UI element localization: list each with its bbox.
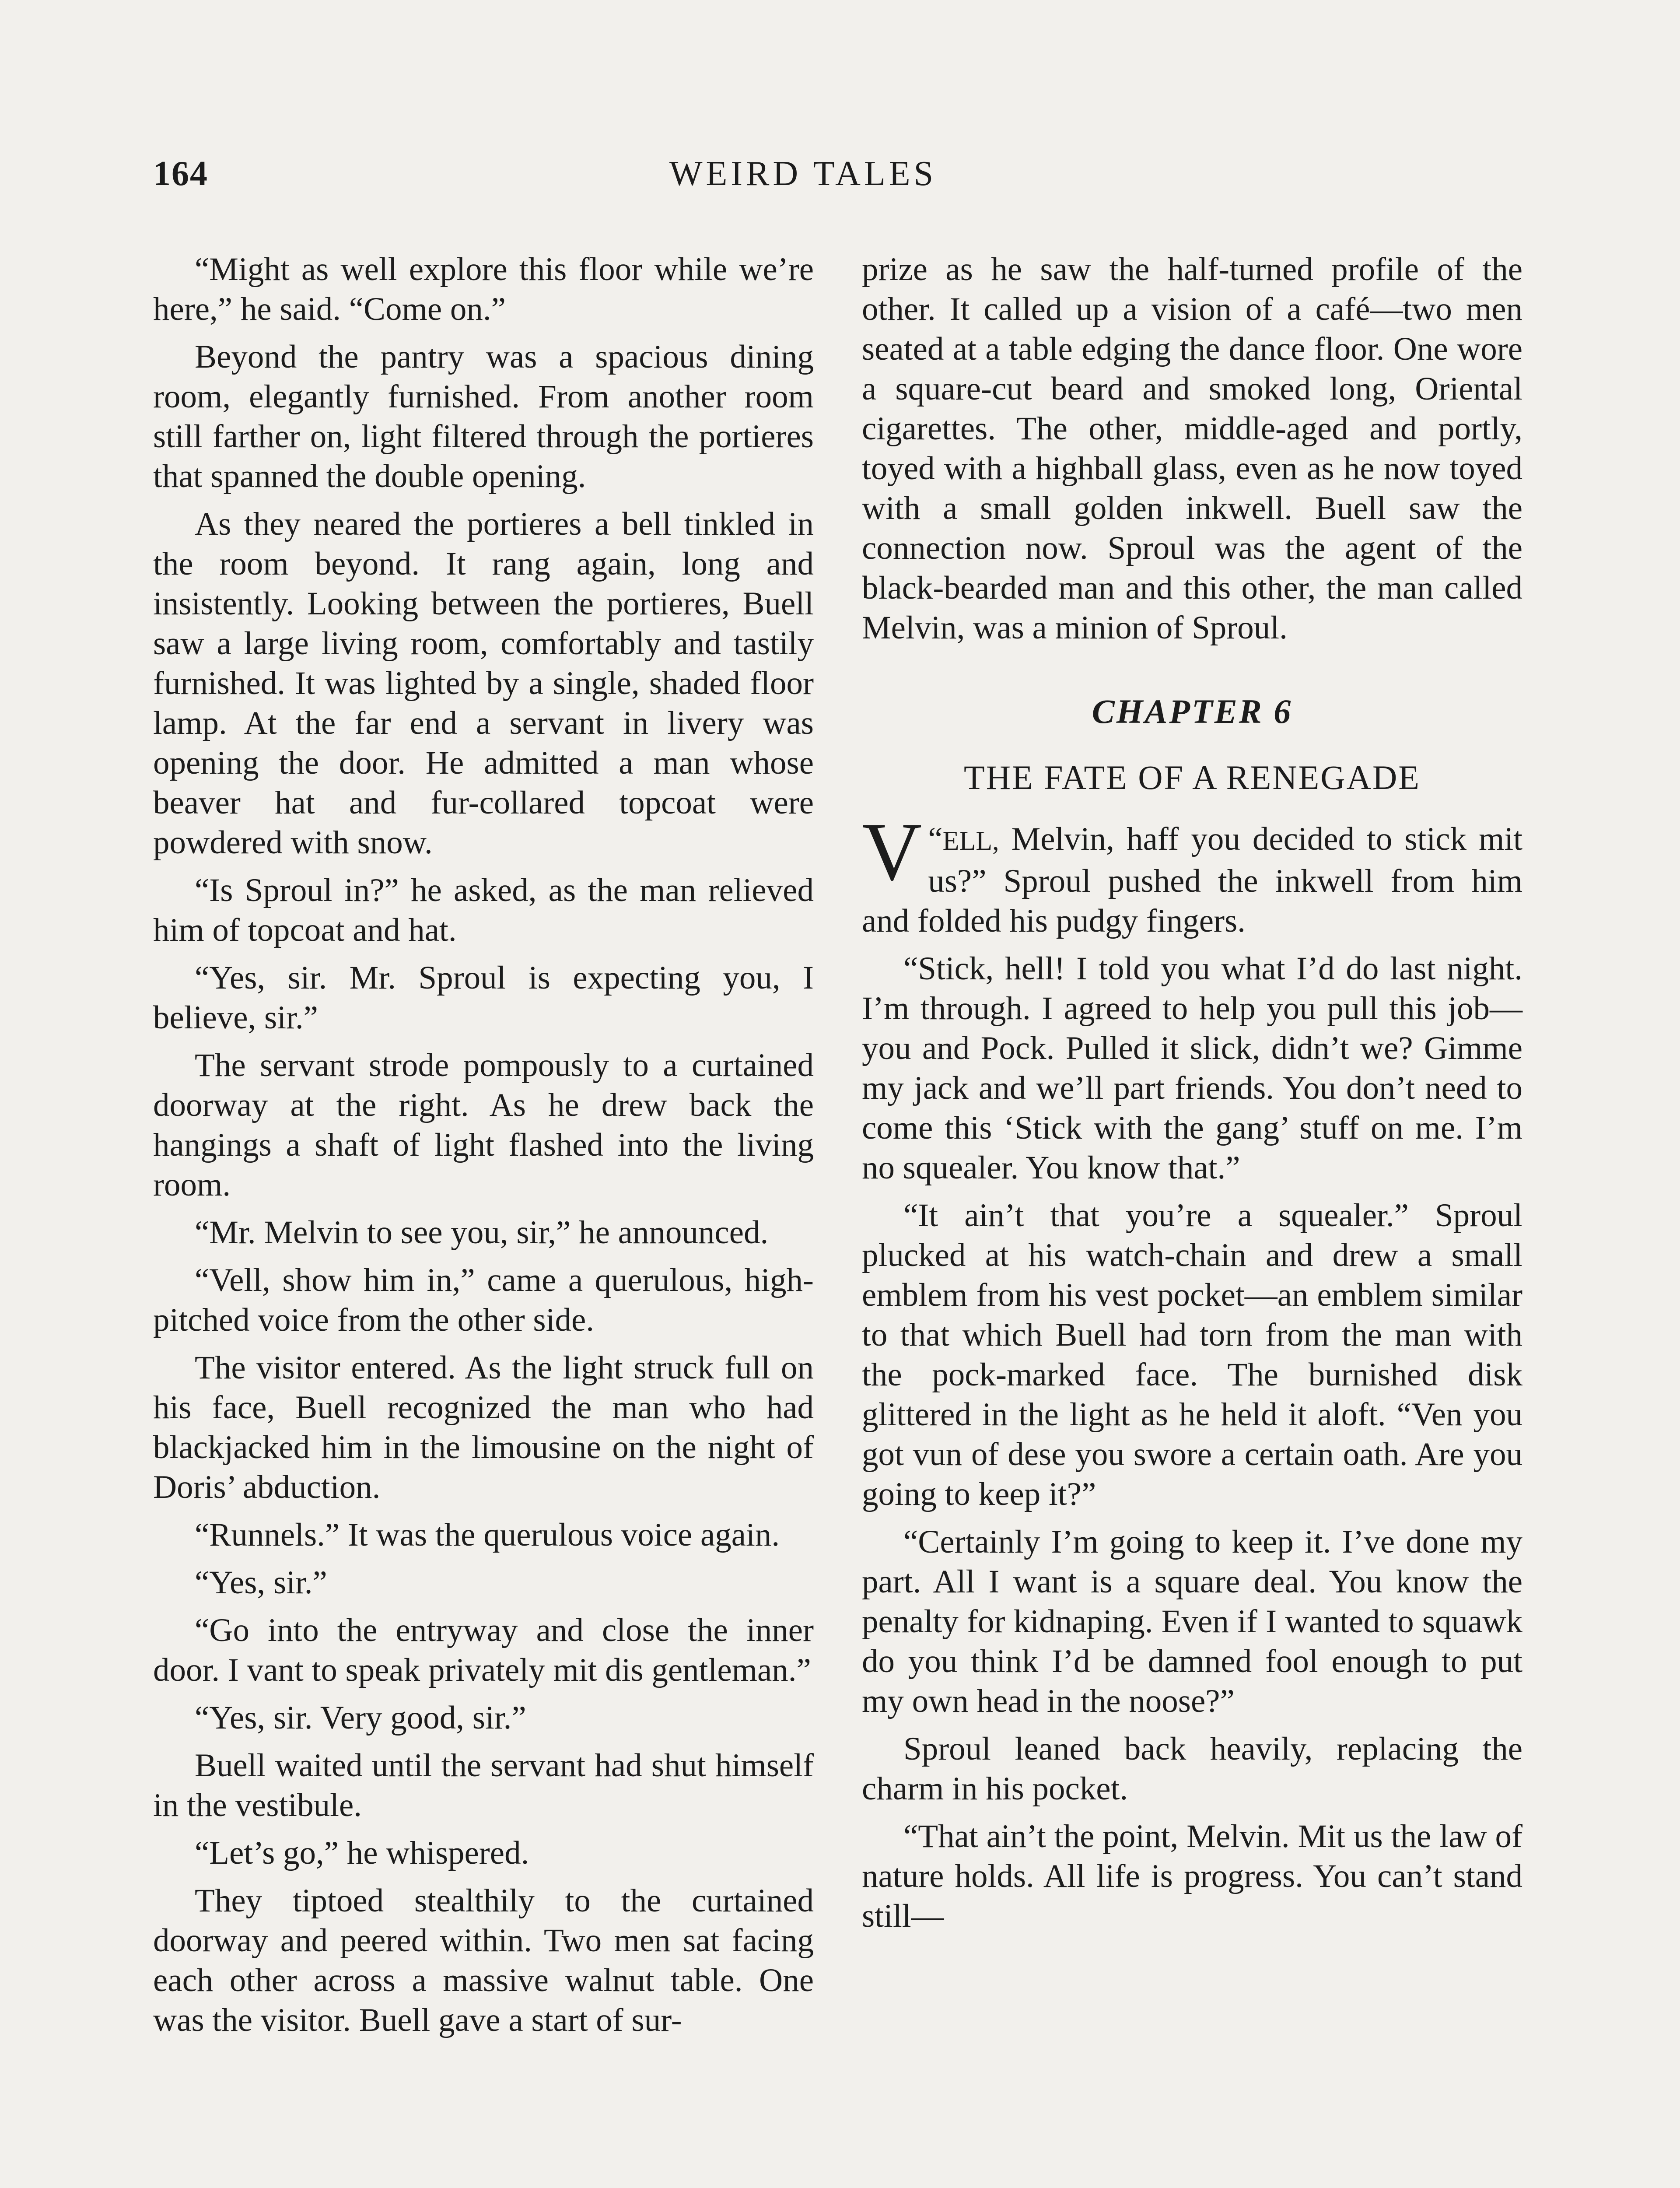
smallcaps-word: ELL, <box>942 826 999 856</box>
paragraph: “Might as well explore this floor while we’re here,” he said. “Come on.” <box>153 251 814 327</box>
paragraph: “It ain’t that you’re a squealer.” Sproul plucked at his watch-chain and drew a small emblem from his vest pocket—an emblem similar to that which Buell had torn from the man with the pock-marked face. The burnished disk glittered in the light as he held it aloft. “Ven you got vun of dese you swore a certain oath. Are you going to keep it?” <box>862 1197 1522 1512</box>
paragraph: “Yes, sir. Mr. Sproul is expecting you, I believe, sir.” <box>153 960 814 1036</box>
paragraph: “Let’s go,” he whispered. <box>195 1835 529 1871</box>
paragraph: The servant strode pompously to a curtained doorway at the right. As he drew back the hangings a shaft of light flashed into the living room. <box>153 1047 814 1203</box>
paragraph: “Vell, show him in,” came a querulous, high-pitched voice from the other side. <box>153 1262 814 1338</box>
paragraph: The visitor entered. As the light struck full on his face, Buell recognized the man who had blackjacked him in the limousine on the night of Doris’ abduction. <box>153 1350 814 1505</box>
left-column <box>153 249 814 2048</box>
open-quote: “ <box>928 821 943 857</box>
dropcap-paragraph <box>862 806 1522 941</box>
paragraph: “Is Sproul in?” he asked, as the man relieved him of topcoat and hat. <box>153 872 814 948</box>
page-number: 164 <box>153 154 208 193</box>
paragraph: “Yes, sir. Very good, sir.” <box>195 1700 526 1736</box>
paragraph: They tiptoed stealthily to the curtained doorway and peered within. Two men sat facing each other across a massive walnut table. One was the visitor. Buell gave a start of sur- <box>153 1883 814 2038</box>
paragraph: “Stick, hell! I told you what I’d do last night. I’m through. I agreed to help you pull this job—you and Pock. Pulled it slick, didn’t we? Gimme my jack and we’ll part friends. You don’t need to come this ‘Stick with the gang’ stuff on me. I’m no squealer. You know that.” <box>862 950 1522 1186</box>
paragraph: Sproul leaned back heavily, replacing the charm in his pocket. <box>862 1731 1522 1807</box>
paragraph: “That ain’t the point, Melvin. Mit us the law of nature holds. All life is progress. You can’t stand still— <box>862 1818 1522 1934</box>
paragraph: Beyond the pantry was a spacious dining room, elegantly furnished. From another room still farther on, light filtered through the portieres that spanned the double opening. <box>153 339 814 494</box>
chapter-title: THE FATE OF A RENEGADE <box>964 758 1421 796</box>
paragraph: As they neared the portieres a bell tinkled in the room beyond. It rang again, long and insistently. Looking between the portieres, Buell saw a large living room, comfortably and tastily furnished. It was lighted by a single, shaded floor lamp. At the far end a servant in livery was opening the door. He admitted a man whose beaver hat and fur-collared topcoat were powdered with snow. <box>153 506 814 861</box>
paragraph: Buell waited until the servant had shut himself in the vestibule. <box>153 1747 814 1823</box>
paragraph: “Certainly I’m going to keep it. I’ve done my part. All I want is a square deal. You know the penalty for kidnaping. Even if I wanted to squawk do you think I’d be damned fool enough to put my own head in the noose?” <box>862 1524 1522 1719</box>
paragraph: “Yes, sir.” <box>195 1564 327 1601</box>
paragraph: “Runnels.” It was the querulous voice again. <box>195 1517 780 1553</box>
dropcap-rest: Melvin, haff you decided to stick mit us?” Sproul pushed the inkwell from him and folded his pudgy fingers. <box>862 821 1522 939</box>
paragraph: “Go into the entryway and close the inner door. I vant to speak privately mit dis gentleman.” <box>153 1612 814 1688</box>
dropcap-letter: V <box>862 806 922 898</box>
right-column <box>862 249 1522 1944</box>
chapter-number: CHAPTER 6 <box>1092 692 1293 730</box>
page-header <box>153 154 1527 202</box>
paragraph: “Mr. Melvin to see you, sir,” he announced. <box>195 1214 769 1251</box>
running-head: WEIRD TALES <box>669 154 937 193</box>
continued-paragraph: prize as he saw the half-turned profile of the other. It called up a vision of a café—two men seated at a table edging the dance floor. One wore a square-cut beard and smoked long, Oriental cigarettes. The other, middle-aged and portly, toyed with a highball glass, even as he now toyed with a small golden inkwell. Buell saw the connection now. Sproul was the agent of the black-bearded man and this other, the man called Melvin, was a minion of Sproul. <box>862 251 1522 646</box>
